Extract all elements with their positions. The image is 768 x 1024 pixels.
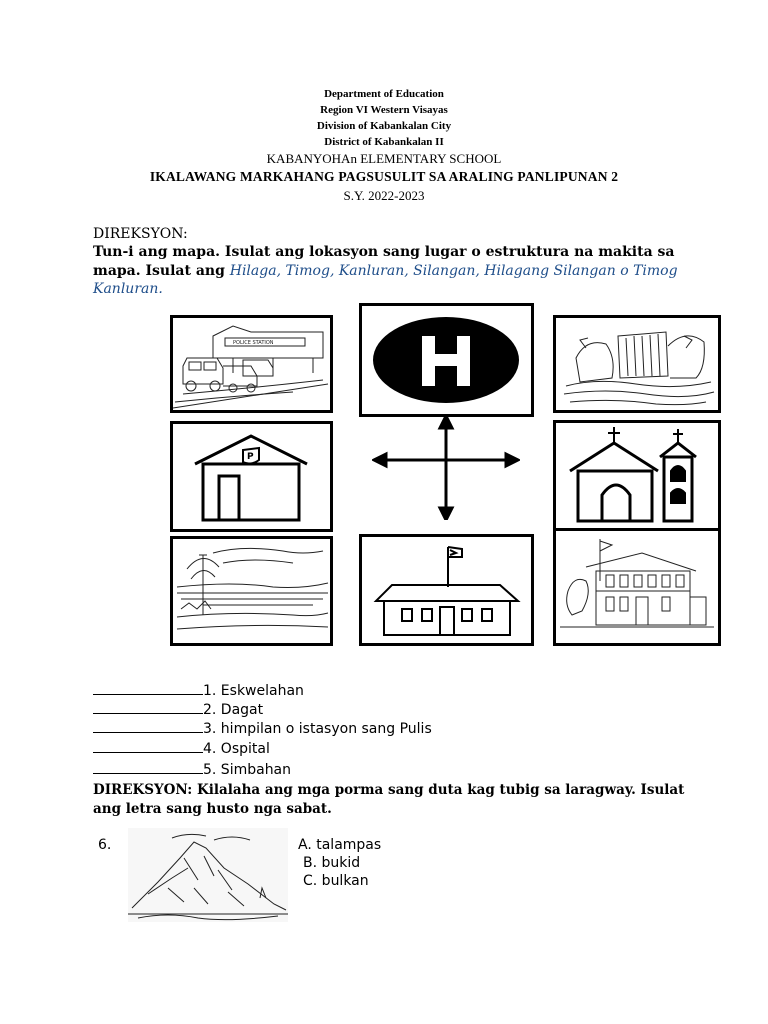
question-6-number: 6. xyxy=(98,837,112,853)
mountain-picture xyxy=(128,828,288,922)
hospital-sign xyxy=(362,306,531,414)
mountain-drawing xyxy=(128,828,288,922)
flag-school-drawing xyxy=(362,537,531,643)
church-picture xyxy=(553,420,721,532)
question-1 xyxy=(93,682,304,699)
question-4-label: 4. Ospital xyxy=(203,741,270,757)
question-2 xyxy=(93,701,263,718)
answer-blank-3[interactable] xyxy=(93,720,203,733)
region-line: Region VI Western Visayas xyxy=(320,104,448,116)
police-sign-text: POLICE STATION xyxy=(233,340,274,346)
question-3 xyxy=(93,720,432,737)
choice-b: B. bukid xyxy=(303,855,361,871)
answer-blank-4[interactable] xyxy=(93,740,203,753)
compass-arrows-drawing xyxy=(372,416,520,520)
department-line: Department of Education xyxy=(324,88,444,100)
choice-c: C. bulkan xyxy=(303,873,369,889)
compass-arrows xyxy=(372,416,520,520)
question-1-label: 1. Eskwelahan xyxy=(203,683,304,699)
flag-school-picture xyxy=(359,534,534,646)
direction-2-line-2: ang letra sang husto nga sabat. xyxy=(93,801,332,817)
direction-line-2-prefix: mapa. Isulat ang xyxy=(93,263,230,279)
question-2-label: 2. Dagat xyxy=(203,702,264,718)
sea-shore-picture xyxy=(170,536,333,646)
school-sign-letter: P xyxy=(247,452,254,462)
municipal-hall-drawing xyxy=(556,531,718,643)
direction-line-1: Tun-i ang mapa. Isulat ang lokasyon sang lugar o estruktura na makita sa xyxy=(93,244,675,260)
choice-a: A. talampas xyxy=(298,837,382,853)
direction-line-2 xyxy=(93,263,678,279)
direction-title-2: DIREKSYON: xyxy=(93,782,193,798)
sea-shore-drawing xyxy=(173,539,330,643)
question-5 xyxy=(93,761,291,778)
waterfalls-drawing xyxy=(556,318,718,410)
church-drawing xyxy=(556,423,718,529)
question-5-label: 5. Simbahan xyxy=(203,762,292,778)
direction-2-text-1: Kilalaha ang mga porma sang duta kag tubig sa laragway. Isulat xyxy=(192,782,685,798)
direction-2-line-1 xyxy=(93,782,684,798)
direction-line-3 xyxy=(93,281,163,297)
answer-blank-5[interactable] xyxy=(93,761,203,774)
district-line: District of Kabankalan II xyxy=(324,136,444,148)
school-house-drawing xyxy=(173,424,330,529)
municipal-hall-picture xyxy=(553,528,721,646)
direction-title-1: DIREKSYON: xyxy=(93,226,188,242)
question-3-label: 3. himpilan o istasyon sang Pulis xyxy=(203,721,432,737)
school-name: KABANYOHAn ELEMENTARY SCHOOL xyxy=(266,151,502,166)
police-station-drawing xyxy=(173,318,330,410)
hospital-picture xyxy=(359,303,534,417)
exam-title: IKALAWANG MARKAHANG PAGSUSULIT SA ARALING PANLIPUNAN 2 xyxy=(149,169,619,184)
division-line: Division of Kabankalan City xyxy=(316,120,452,132)
answer-blank-1[interactable] xyxy=(93,682,203,695)
police-station-picture xyxy=(170,315,333,413)
school-year: S.Y. 2022-2023 xyxy=(343,188,425,203)
question-4 xyxy=(93,740,270,757)
waterfalls-picture xyxy=(553,315,721,413)
answer-blank-2[interactable] xyxy=(93,701,203,714)
school-house-picture xyxy=(170,421,333,532)
direction-choices: Hilaga, Timog, Kanluran, Silangan, Hilagang Silangan o Timog xyxy=(229,263,678,279)
direction-choices-end: Kanluran. xyxy=(93,281,163,297)
